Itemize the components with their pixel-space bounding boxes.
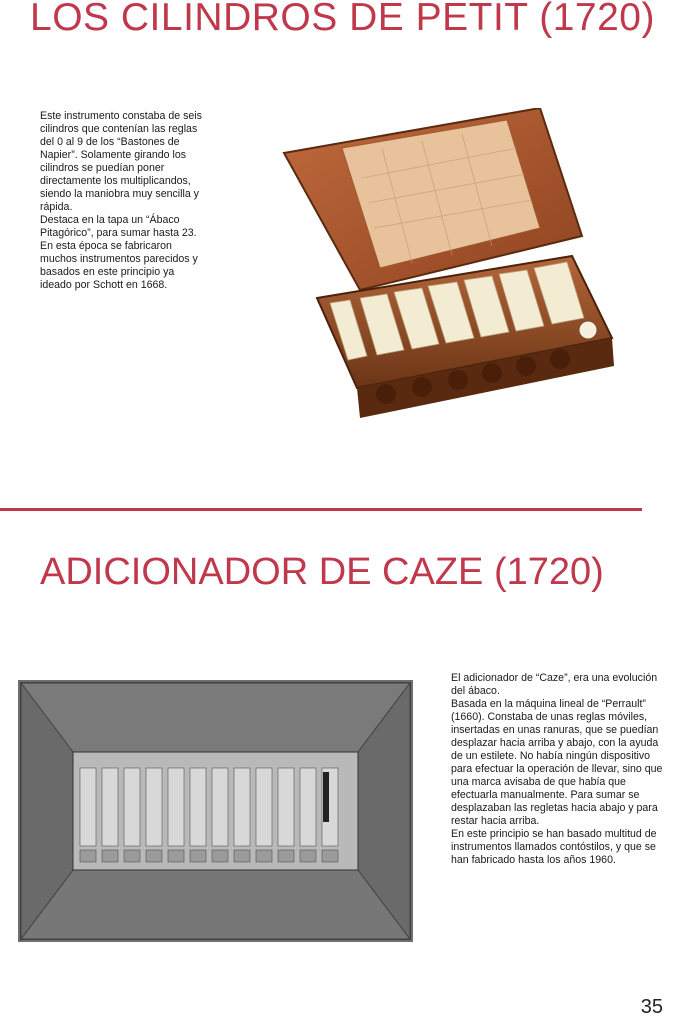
paragraph: En esta época se fabricaron muchos instrumentos parecidos y basados en este principio ya ideado por Schott en 1668.	[40, 240, 198, 291]
caze-description	[451, 672, 666, 867]
section-title-petit: LOS CILINDROS DE PETIT (1720)	[30, 0, 655, 39]
caze-adder-photo	[18, 680, 413, 942]
paragraph: El adicionador de “Caze”, era una evolución del ábaco.	[451, 672, 658, 697]
paragraph: En este principio se han basado multitud de instrumentos llamados contóstilos, y que se han fabricado hasta los años 1960.	[451, 828, 657, 866]
paragraph: Basada en la máquina lineal de “Perrault” (1660). Constaba de unas reglas móviles, insertadas en unas ranuras, que se puedían desplazar hacia arriba y abajo, con la ayuda de un estilete. No había ningún dispositivo para efectuar la operación de llevar, sino que una marca avisaba de que había que efectuarla manualmente. Para sumar se desplazaban las regletas hacia abajo y para restar hacia arriba.	[451, 698, 663, 827]
section-title-caze: ADICIONADOR DE CAZE (1720)	[40, 551, 604, 593]
paragraph: Destaca en la tapa un “Ábaco Pitagórico”, para sumar hasta 23.	[40, 214, 197, 239]
page-number: 35	[640, 996, 663, 1018]
petit-cylinders-photo	[282, 108, 622, 428]
petit-description	[40, 110, 205, 292]
paragraph: Este instrumento constaba de seis cilindros que contenían las reglas del 0 al 9 de los “Bastones de Napier”. Solamente girando los cilindros se puedían poner directamente los multiplicandos, siendo la maniobra muy sencilla y rápida.	[40, 110, 202, 213]
section-divider	[0, 508, 642, 511]
